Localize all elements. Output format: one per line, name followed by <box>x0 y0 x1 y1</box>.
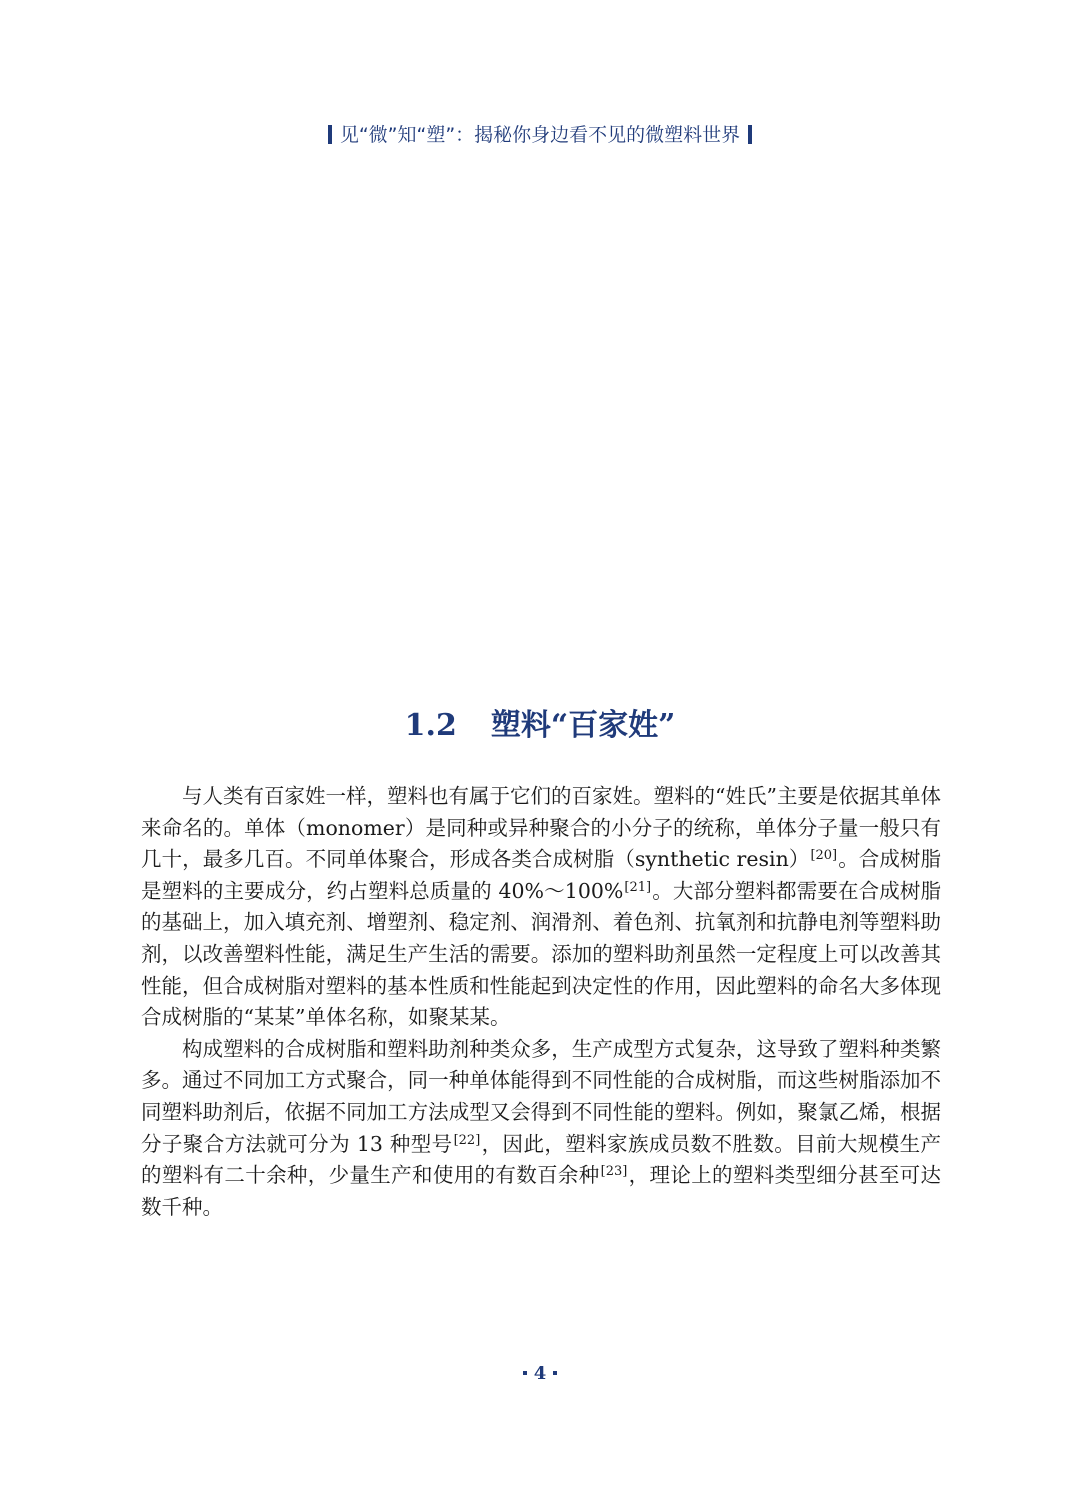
paragraph-1-text-a: 与人类有百家姓一样，塑料也有属于它们的百家姓。塑料的“姓氏”主要是依据其单体来命名的。单体（monomer）是同种或异种聚合的小分子的统称，单体分子量一般只有几十，最多几百。不同单体聚合，形成各类合成树脂（synthetic resin） <box>141 784 941 872</box>
paragraph-1 <box>141 781 941 1034</box>
running-title: 见“微”知“塑”：揭秘你身边看不见的微塑料世界 <box>339 124 741 146</box>
page-number-value: 4 <box>533 1363 547 1384</box>
running-header <box>0 122 1080 148</box>
paragraph-2-text-b: ，因此，塑料家族成员数不胜数。目前大规模生产的塑料有二十余种，少量生产和使用的有数百余种 <box>141 1131 941 1188</box>
paragraph-2-text-c: ，理论上的塑料类型细分甚至可达数千种。 <box>141 1163 942 1219</box>
citation-22: [22] <box>453 1132 481 1148</box>
citation-20: [20] <box>810 848 838 864</box>
page-number <box>0 1362 1080 1386</box>
page-number-right-dot <box>553 1371 557 1375</box>
header-right-bar <box>748 125 752 144</box>
header-left-bar <box>328 125 332 144</box>
paragraph-1-text-b: 。合成树脂是塑料的主要成分，约占塑料总质量的 40%～100% <box>141 847 942 903</box>
citation-23: [23] <box>600 1164 628 1180</box>
page-number-left-dot <box>523 1371 527 1375</box>
section-title: 塑料“百家姓” <box>490 708 676 743</box>
paragraph-2 <box>141 1034 941 1224</box>
paragraph-1-text-c: 。大部分塑料都需要在合成树脂的基础上，加入填充剂、增塑剂、稳定剂、润滑剂、着色剂、抗氧剂和抗静电剂等塑料助剂，以改善塑料性能，满足生产生活的需要。添加的塑料助剂虽然一定程度上可以改善其性能，但合成树脂对塑料的基本性质和性能起到决定性的作用，因此塑料的命名大多体现合成树脂的“某某”单体名称，如聚某某。 <box>141 878 942 1030</box>
section-heading <box>0 704 1080 748</box>
paragraph-2-text-a: 构成塑料的合成树脂和塑料助剂种类众多，生产成型方式复杂，这导致了塑料种类繁多。通过不同加工方式聚合，同一种单体能得到不同性能的合成树脂，而这些树脂添加不同塑料助剂后，依据不同加工方法成型又会得到不同性能的塑料。例如，聚氯乙烯，根据分子聚合方法就可分为 13 种型号 <box>141 1036 941 1156</box>
body-text <box>141 781 941 1223</box>
section-number: 1.2 <box>404 708 457 743</box>
citation-21: [21] <box>624 879 652 895</box>
